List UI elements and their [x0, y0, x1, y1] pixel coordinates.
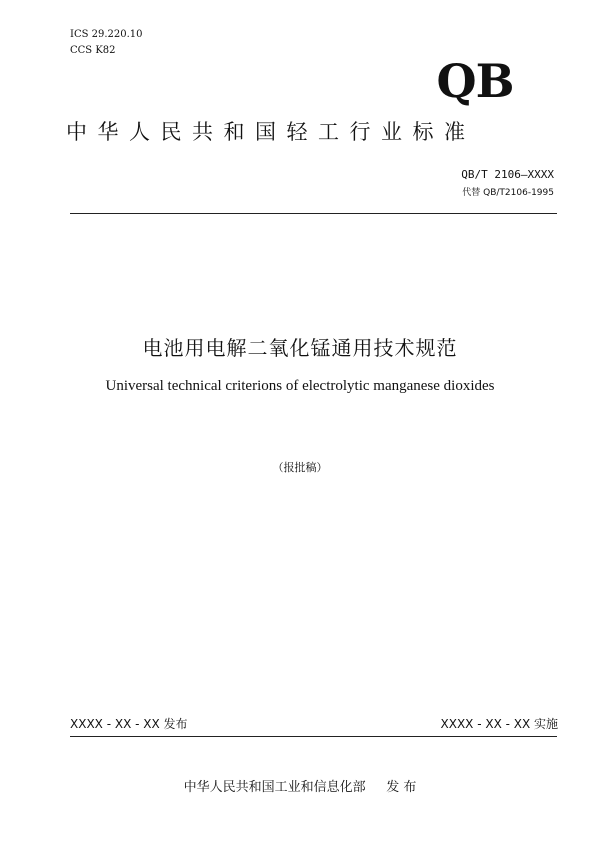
- draft-status: （报批稿）: [272, 461, 328, 474]
- top-divider: [70, 213, 557, 214]
- standard-type-title: 中华人民共和国轻工行业标准: [66, 120, 476, 144]
- bottom-divider: [70, 736, 557, 737]
- replaces-standard: 代替 QB/T2106-1995: [462, 188, 554, 198]
- qb-logo: QB: [436, 54, 514, 108]
- document-title-en: Universal technical criterions of electrolytic manganese dioxides: [105, 378, 495, 394]
- implementation-date: XXXX - XX - XX 实施: [440, 717, 558, 731]
- document-title-cn: 电池用电解二氧化锰通用技术规范: [142, 336, 458, 360]
- ics-code: ICS 29.220.10: [70, 29, 143, 40]
- issuing-authority: 中华人民共和国工业和信息化部 发 布: [183, 780, 417, 795]
- ccs-code: CCS K82: [70, 45, 116, 56]
- standard-number: QB/T 2106—XXXX: [461, 168, 554, 181]
- issue-date: XXXX - XX - XX 发布: [70, 717, 188, 731]
